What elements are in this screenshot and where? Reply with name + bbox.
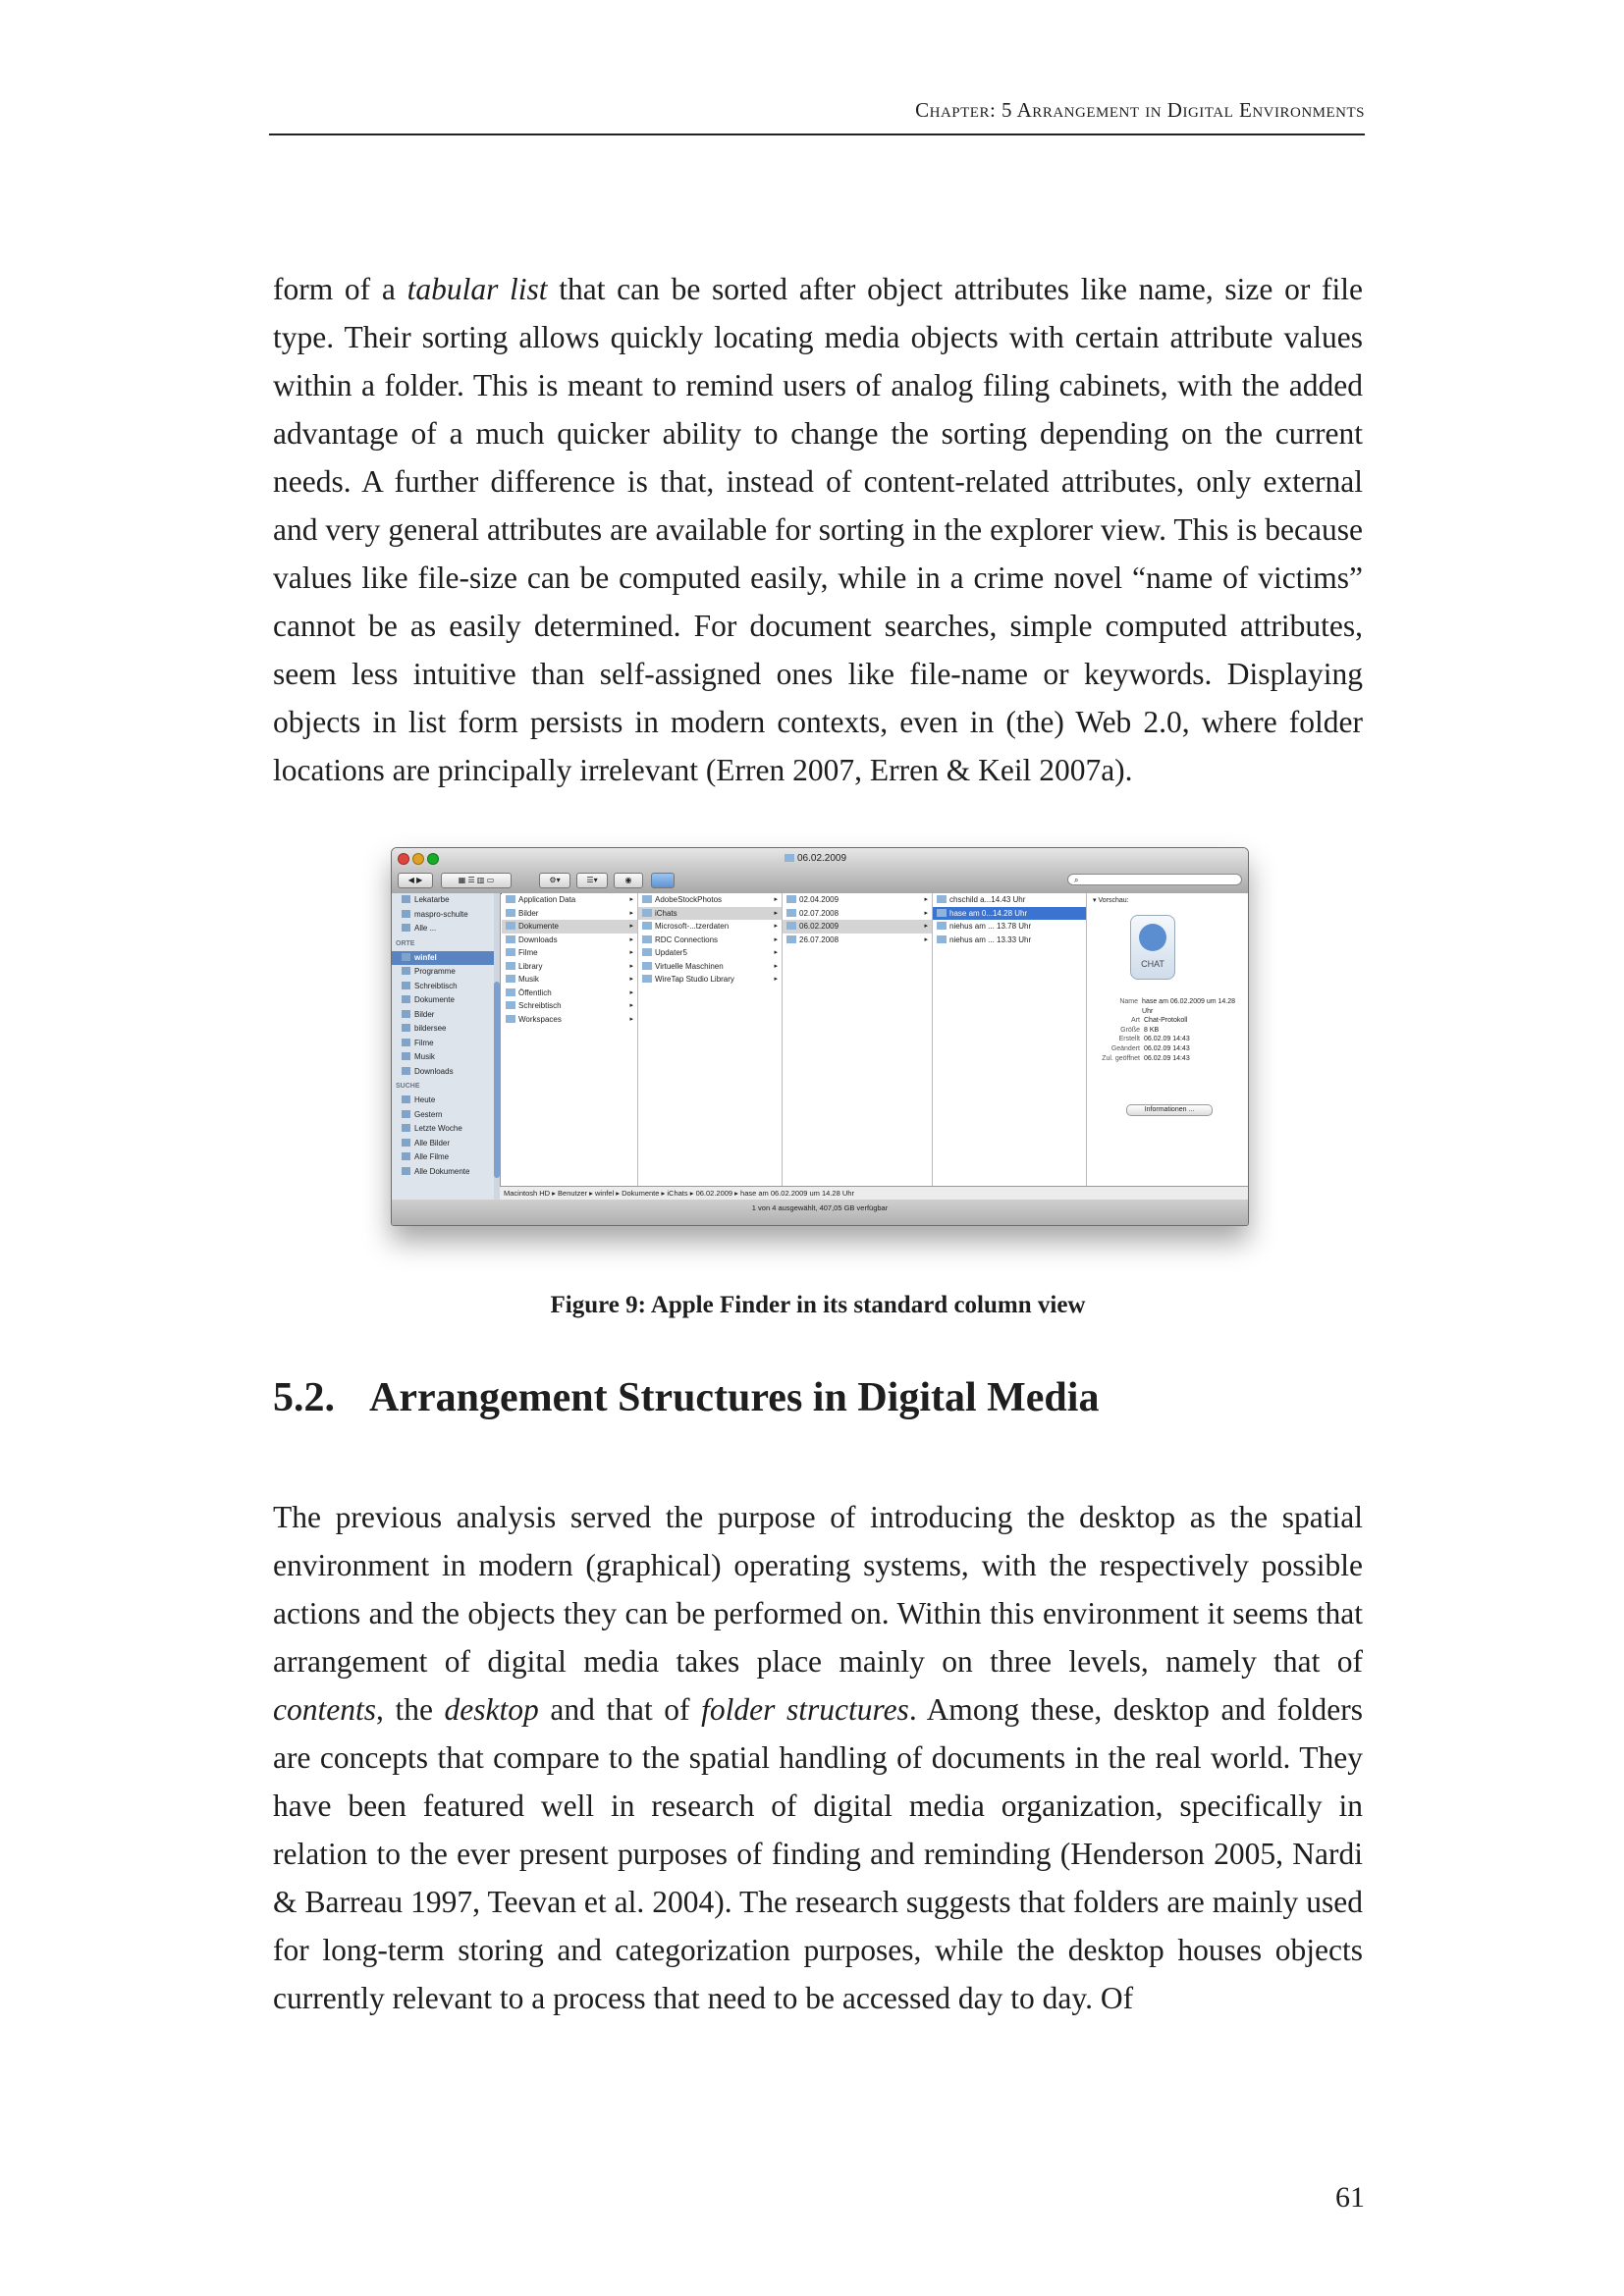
column-item: [638, 920, 782, 934]
item-label: Schreibtisch: [518, 1001, 562, 1010]
item-label: 06.02.2009: [799, 922, 839, 931]
folder-icon: [642, 895, 652, 903]
info-value: Chat-Protokoll: [1144, 1017, 1188, 1025]
item-label: 02.04.2009: [799, 895, 839, 904]
folder-icon: [402, 1024, 410, 1032]
chevron-right-icon: ▸: [629, 896, 633, 903]
column-item: [933, 920, 1086, 934]
column-2: [638, 893, 783, 1186]
info-value: hase am 06.02.2009 um 14.28 Uhr: [1142, 998, 1236, 1015]
preview-label: ▾ Vorschau:: [1093, 897, 1129, 904]
item-label: Application Data: [518, 895, 576, 904]
preview-info-row: [1091, 1054, 1244, 1064]
folder-icon: [506, 922, 515, 930]
smart-folder-icon: [402, 1139, 410, 1147]
sidebar-heading-orte: ORTE: [396, 939, 415, 947]
column-item: [783, 934, 932, 947]
column-item: [933, 893, 1086, 907]
chevron-right-icon: ▸: [629, 962, 633, 970]
folder-icon: [402, 995, 410, 1003]
item-label: Letzte Woche: [414, 1124, 462, 1133]
chevron-right-icon: ▸: [924, 935, 928, 943]
column-item: [502, 946, 637, 960]
chevron-right-icon: ▸: [629, 1002, 633, 1009]
sidebar-item: [392, 893, 500, 908]
item-label: Workspaces: [518, 1014, 562, 1024]
column-item: [638, 973, 782, 987]
section-heading: [273, 1374, 1099, 1421]
folder-icon: [506, 1001, 515, 1009]
chat-file-icon: [1130, 915, 1175, 980]
window-title-text: 06.02.2009: [797, 853, 847, 864]
sidebar-item: [392, 908, 500, 923]
info-key: Zul. geöffnet: [1102, 1054, 1140, 1062]
smart-folder-icon: [402, 1167, 410, 1175]
preview-label-text: Vorschau:: [1098, 897, 1129, 904]
info-key: Name: [1119, 998, 1139, 1005]
path-bar: Macintosh HD ▸ Benutzer ▸ winfel ▸ Dokumente ▸ iChats ▸ 06.02.2009 ▸ hase am 06.02.2009 um 14.28 Uhr: [500, 1186, 1248, 1200]
sidebar-item: [392, 1050, 500, 1065]
finder-sidebar: [392, 893, 501, 1205]
column-1: [502, 893, 638, 1186]
item-label: maspro-schulte: [414, 909, 468, 919]
preview-info: [1091, 997, 1244, 1063]
folder-icon: [506, 895, 515, 903]
info-key: Größe: [1120, 1026, 1140, 1034]
chapter-title: Chapter: 5 Arrangement in Digital Environments: [915, 98, 1365, 122]
chat-file-icon: [937, 895, 947, 903]
preview-info-row: [1091, 1044, 1244, 1054]
chevron-right-icon: ▸: [774, 976, 778, 983]
sidebar-item: [392, 1108, 500, 1123]
item-label: Filme: [518, 948, 538, 957]
sidebar-top-list: [392, 893, 500, 936]
column-item: [502, 973, 637, 987]
smart-folder-icon: [402, 1095, 410, 1103]
sidebar-item: [392, 1137, 500, 1151]
item-label: Musik: [414, 1052, 435, 1061]
item-label: chschild a...14.43 Uhr: [949, 895, 1026, 904]
chevron-right-icon: ▸: [774, 896, 778, 903]
chevron-right-icon: ▸: [629, 935, 633, 943]
chevron-right-icon: ▸: [774, 909, 778, 917]
minimize-icon: [412, 853, 424, 865]
sidebar-heading-suche: SUCHE: [396, 1083, 420, 1090]
column-item: [638, 960, 782, 974]
item-label: Alle Filme: [414, 1152, 450, 1161]
folder-icon: [642, 935, 652, 943]
sidebar-item: [392, 1094, 500, 1108]
column-item: [933, 907, 1086, 921]
folder-icon: [402, 1067, 410, 1075]
page-number: 61: [1335, 2181, 1365, 2214]
folder-icon: [506, 975, 515, 983]
drive-icon: [402, 910, 410, 918]
column-item: [638, 893, 782, 907]
preview-pane: [1087, 893, 1248, 1186]
folder-icon: [506, 962, 515, 970]
column-item: [502, 934, 637, 947]
chevron-right-icon: ▸: [629, 976, 633, 983]
item-label: Filme: [414, 1038, 434, 1047]
smart-folder-icon: [402, 1152, 410, 1160]
sidebar-item: [392, 993, 500, 1008]
body-paragraph-1: [273, 265, 1363, 794]
item-label: Schreibtisch: [414, 981, 458, 990]
smart-folder-icon: [402, 1124, 410, 1132]
chevron-right-icon: ▸: [774, 923, 778, 930]
sidebar-item: [392, 1150, 500, 1165]
eye-icon: ◉: [614, 873, 643, 888]
item-label: Dokumente: [414, 995, 455, 1004]
column-item: [502, 960, 637, 974]
item-label: Updater5: [655, 948, 687, 957]
chat-bubble-icon: [1139, 924, 1166, 951]
section-number: 5.2.: [273, 1375, 335, 1420]
text-run: form of a: [273, 272, 407, 306]
chevron-right-icon: ▸: [629, 909, 633, 917]
column-item: [502, 987, 637, 1000]
chevron-right-icon: ▸: [924, 909, 928, 917]
chevron-right-icon: ▸: [629, 949, 633, 956]
smart-folder-icon: [402, 1110, 410, 1118]
drive-icon: [402, 924, 410, 932]
preview-info-row: [1091, 1026, 1244, 1036]
item-label: Alle Dokumente: [414, 1166, 470, 1176]
column-3: [783, 893, 933, 1186]
sidebar-scrollbar: [494, 893, 500, 1205]
column-item: [502, 999, 637, 1013]
text-run: . Among these, desktop and folders are concepts that compare to the spatial handling of documents in the real world. They have been featured well in research of digital media organization, specifically in relation to the ever present purposes of finding and reminding (Henderson 2005, Nardi & Barreau 1997, Teevan et al. 2004). The research suggests that folders are mainly used for long-term storing and categorization purposes, while the desktop houses objects currently relevant to a process that need to be accessed day to day. Of: [273, 1692, 1364, 2015]
folder-icon: [402, 1010, 410, 1018]
chevron-right-icon: ▸: [629, 988, 633, 996]
item-label: Microsoft-...tzerdaten: [655, 922, 730, 931]
item-label: Musik: [518, 975, 539, 984]
column-item: [502, 1013, 637, 1027]
figure-caption: Figure 9: Apple Finder in its standard column view: [550, 1292, 1086, 1318]
folder-icon: [402, 982, 410, 989]
folder-icon: [786, 922, 796, 930]
column-item: [638, 934, 782, 947]
folder-icon: [506, 935, 515, 943]
sidebar-item: [392, 951, 500, 966]
item-label: Bilder: [414, 1009, 435, 1019]
sidebar-item: [392, 1037, 500, 1051]
item-label: bildersee: [414, 1024, 447, 1033]
sidebar-item: [392, 1165, 500, 1180]
section-title: Arrangement Structures in Digital Media: [369, 1375, 1100, 1420]
chevron-right-icon: ▸: [924, 923, 928, 930]
info-button: Informationen ...: [1126, 1104, 1213, 1116]
info-key: Art: [1131, 1017, 1140, 1025]
folder-icon: [402, 1052, 410, 1060]
folder-icon: [642, 922, 652, 930]
status-bar: 1 von 4 ausgewählt, 407,05 GB verfügbar: [392, 1200, 1248, 1225]
item-label: Alle ...: [414, 924, 437, 933]
sidebar-orte-list: [392, 951, 500, 1080]
text-run: , the: [375, 1692, 445, 1727]
preview-info-row: [1091, 1016, 1244, 1026]
arrange-icon: ☰▾: [576, 873, 608, 888]
sidebar-item: [392, 965, 500, 980]
item-label: 02.07.2008: [799, 908, 839, 918]
italic-term: tabular list: [406, 272, 548, 306]
item-label: winfel: [414, 952, 437, 962]
item-label: niehus am ... 13.33 Uhr: [949, 934, 1032, 944]
item-label: Lekatarbe: [414, 895, 450, 904]
chat-file-icon: [937, 922, 947, 930]
back-forward-icon: ◀ ▶: [398, 873, 433, 888]
sidebar-item: [392, 1065, 500, 1080]
chat-file-icon: [937, 935, 947, 943]
chevron-right-icon: ▸: [629, 1015, 633, 1023]
info-value: 06.02.09 14:43: [1144, 1044, 1190, 1052]
drive-icon: [402, 895, 410, 903]
item-label: Öffentlich: [518, 988, 552, 997]
column-item: [502, 920, 637, 934]
sidebar-item: [392, 922, 500, 936]
view-mode-icon: ▦ ☰ ▥ ▭: [441, 873, 512, 888]
zoom-icon: [427, 853, 439, 865]
column-item: [638, 907, 782, 921]
scroll-thumb: [494, 982, 500, 1178]
window-controls: [398, 853, 442, 867]
sidebar-item: [392, 1008, 500, 1023]
folder-icon: [402, 967, 410, 975]
info-value: 06.02.09 14:43: [1144, 1054, 1190, 1062]
chevron-right-icon: ▸: [774, 962, 778, 970]
column-item: [783, 893, 932, 907]
column-item: [933, 934, 1086, 947]
item-label: Library: [518, 961, 543, 971]
item-label: Virtuelle Maschinen: [655, 961, 724, 971]
folder-icon: [651, 873, 675, 888]
running-header: [269, 98, 1365, 135]
preview-info-row: [1091, 997, 1244, 1016]
item-label: iChats: [655, 908, 677, 918]
info-key: Geändert: [1110, 1044, 1140, 1052]
finder-titlebar: [392, 848, 1248, 869]
gear-icon: ⚙▾: [539, 873, 570, 888]
column-item: [783, 920, 932, 934]
folder-icon: [506, 988, 515, 996]
folder-icon: [402, 953, 410, 961]
item-label: Alle Bilder: [414, 1138, 451, 1148]
item-label: Programme: [414, 967, 456, 976]
sidebar-item: [392, 980, 500, 994]
search-field: ⌕: [1067, 874, 1242, 885]
text-run: that can be sorted after object attributes like name, size or file type. Their sorting allows quickly locating media objects with certain attribute values within a folder. This is meant to remind users of analog filing cabinets, with the added advantage of a much quicker ability to change the sorting depending on the current needs. A further difference is that, instead of content-related attributes, only external and very general attributes are available for sorting in the explorer view. This is because values like file-size can be computed easily, while in a crime novel “name of victims” cannot be as easily determined. For document searches, simple computed attributes, seem less intuitive than self-assigned ones like file-name or keywords. Displaying objects in list form persists in modern contexts, even in (the) Web 2.0, where folder locations are principally irrelevant (Erren 2007, Erren & Keil 2007a).: [273, 272, 1364, 787]
finder-toolbar: [392, 869, 1248, 894]
column-item: [638, 946, 782, 960]
info-value: 06.02.09 14:43: [1144, 1036, 1190, 1043]
preview-info-row: [1091, 1035, 1244, 1044]
item-label: niehus am ... 13.78 Uhr: [949, 922, 1032, 931]
folder-icon: [785, 854, 794, 862]
item-label: hase am 0...14.28 Uhr: [949, 908, 1028, 918]
folder-icon: [402, 1039, 410, 1046]
column-item: [502, 907, 637, 921]
sidebar-suche-list: [392, 1094, 500, 1179]
info-key: Erstellt: [1118, 1036, 1140, 1043]
sidebar-item: [392, 1122, 500, 1137]
folder-icon: [642, 909, 652, 917]
sidebar-item: [392, 1022, 500, 1037]
folder-icon: [506, 909, 515, 917]
chat-icon-label: CHAT: [1141, 959, 1164, 969]
text-run: The previous analysis served the purpose of introducing the desktop as the spatial environment in modern (graphical) operating systems, with the respectively possible actions and the objects they can be performed on. Within this environment it seems that arrangement of digital media takes place mainly on three levels, namely that of: [273, 1500, 1363, 1679]
folder-icon: [642, 975, 652, 983]
item-label: Gestern: [414, 1109, 443, 1119]
item-label: Downloads: [518, 934, 558, 944]
chevron-right-icon: ▸: [774, 949, 778, 956]
item-label: AdobeStockPhotos: [655, 895, 723, 904]
folder-icon: [642, 948, 652, 956]
italic-term: folder structures: [701, 1692, 909, 1727]
italic-term: desktop: [444, 1692, 539, 1727]
chevron-right-icon: ▸: [924, 896, 928, 903]
folder-icon: [786, 895, 796, 903]
info-value: 8 KB: [1144, 1026, 1160, 1034]
chevron-right-icon: ▸: [774, 935, 778, 943]
item-label: Downloads: [414, 1066, 454, 1076]
finder-screenshot: [391, 847, 1249, 1226]
window-title: [785, 853, 846, 864]
chat-file-icon: [937, 909, 947, 917]
item-label: WireTap Studio Library: [655, 975, 734, 984]
item-label: Bilder: [518, 908, 539, 918]
close-icon: [398, 853, 409, 865]
text-run: and that of: [538, 1692, 702, 1727]
item-label: RDC Connections: [655, 934, 719, 944]
item-label: 26.07.2008: [799, 934, 839, 944]
italic-term: contents: [273, 1692, 376, 1727]
column-item: [783, 907, 932, 921]
folder-icon: [506, 948, 515, 956]
folder-icon: [786, 935, 796, 943]
folder-icon: [506, 1015, 515, 1023]
column-4: [933, 893, 1087, 1186]
chevron-right-icon: ▸: [629, 923, 633, 930]
column-item: [502, 893, 637, 907]
body-paragraph-2: [273, 1493, 1363, 2022]
item-label: Dokumente: [518, 922, 559, 931]
item-label: Heute: [414, 1095, 436, 1104]
folder-icon: [642, 962, 652, 970]
folder-icon: [786, 909, 796, 917]
